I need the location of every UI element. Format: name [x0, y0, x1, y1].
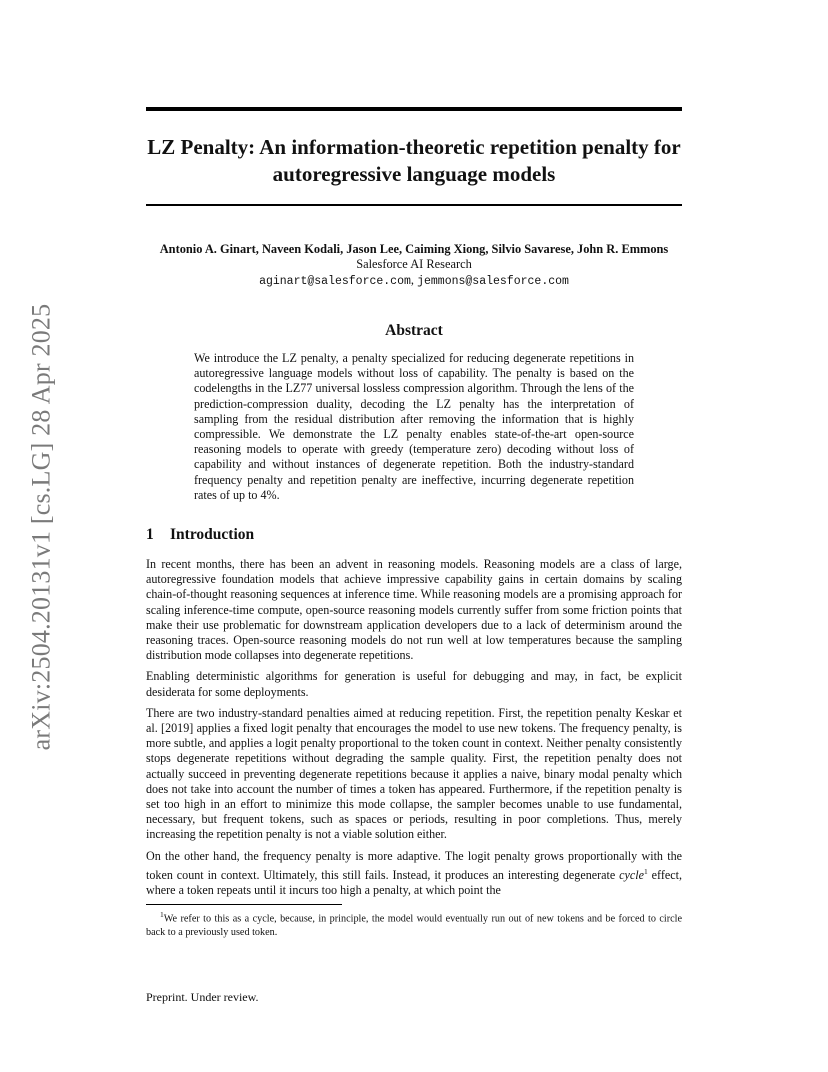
affiliation: Salesforce AI Research [356, 257, 472, 271]
email-emmons[interactable]: jemmons@salesforce.com [417, 274, 569, 288]
abstract-text: We introduce the LZ penalty, a penalty specialized for reducing degenerate repetitions in autoregressive language models without loss of capability. The penalty is based on the codelengths in the LZ77 universal lossless compression algorithm. Through the lens of the prediction-compression duality, decoding the LZ penalty has the interpretation of sampling from the residual distribution after removing the information that is highly compressible. We demonstrate the LZ penalty enables state-of-the-art open-source reasoning models to operate with greedy (temperature zero) decoding without loss of capability and without instances of degenerate repetition. Both the industry-standard frequency penalty and repetition penalty are ineffective, incurring degenerate repetition rates of up to 4%. [194, 351, 634, 502]
section-heading [146, 526, 682, 544]
paper-page [146, 107, 682, 940]
email-ginart[interactable]: aginart@salesforce.com [259, 274, 411, 288]
section-number: 1 [146, 526, 154, 544]
paragraph [146, 849, 682, 899]
arxiv-identifier: arXiv:2504.20131v1 [cs.LG] 28 Apr 2025 [26, 303, 55, 751]
title-bottom-rule [146, 204, 682, 206]
paragraph: In recent months, there has been an advent in reasoning models. Reasoning models are a class of large, autoregressive foundation models that achieve impressive capability gains in certain domains by scaling chain-of-thought reasoning sequences at inference time. While reasoning models are a promising approach for scaling inference-time compute, open-source reasoning models currently suffer from some friction points that make their use problematic for downstream application developers due to a lack of determinism around the reasoning traces. Open-source reasoning models do not run well at low temperatures because the sampling distribution mode collapses into degenerate repetitions. [146, 557, 682, 663]
preprint-notice: Preprint. Under review. [146, 990, 259, 1004]
section-body [146, 557, 682, 898]
footnote-mark: 1 [160, 910, 164, 920]
paragraph: Enabling deterministic algorithms for generation is useful for debugging and may, in fact, be explicit desiderata for some deployments. [146, 669, 682, 699]
title-top-rule [146, 107, 682, 111]
paper-title: LZ Penalty: An information-theoretic repetition penalty for autoregressive language models [147, 135, 681, 186]
footnote-divider [146, 904, 342, 905]
paragraph-text: effect, where a token repeats until it incurs too high a penalty, at which point the [146, 867, 682, 898]
footnote-reference[interactable]: 1 [644, 866, 648, 876]
arxiv-side-stamp [26, 294, 56, 760]
paragraph: There are two industry-standard penalties aimed at reducing repetition. First, the repetition penalty Keskar et al. [2019] applies a fixed logit penalty that encourages the model to use new tokens. The frequency penalty, is more subtle, and applies a logit penalty proportional to the token count in context. Neither penalty consistently stops degenerate repetitions without degrading the sample quality. First, the repetition penalty does not actually succeed in preventing degenerate repetitions because it applies a naive, binary modal penalty which does not take into account the number of times a token has appeared. Furthermore, if the repetition penalty is set too high in an effort to minimize this mode collapse, the sampler becomes unable to use fundamental, necessary, but frequent tokens, such as spaces or periods, resulting in poor completions. Thus, merely increasing the repetition penalty is not a viable solution either. [146, 705, 682, 842]
email-line [146, 273, 682, 290]
author-names: Antonio A. Ginart, Naveen Kodali, Jason Lee, Caiming Xiong, Silvio Savarese, John R. Emmons [159, 241, 669, 256]
section-title: Introduction [170, 526, 255, 544]
abstract-heading: Abstract [385, 322, 443, 339]
footnote [146, 908, 682, 939]
email-separator: , [410, 272, 418, 287]
footnote-text: We refer to this as a cycle, because, in principle, the model would eventually run out of new tokens and be forced to circle back to a previously used token. [146, 913, 682, 939]
paragraph-text: On the other hand, the frequency penalty is more adaptive. The logit penalty grows proportionally with the token count in context. Ultimately, this still fails. Instead, it produces an interesting degenerate [146, 848, 682, 882]
emphasis-cycle: cycle [619, 867, 644, 882]
author-block [146, 242, 682, 290]
